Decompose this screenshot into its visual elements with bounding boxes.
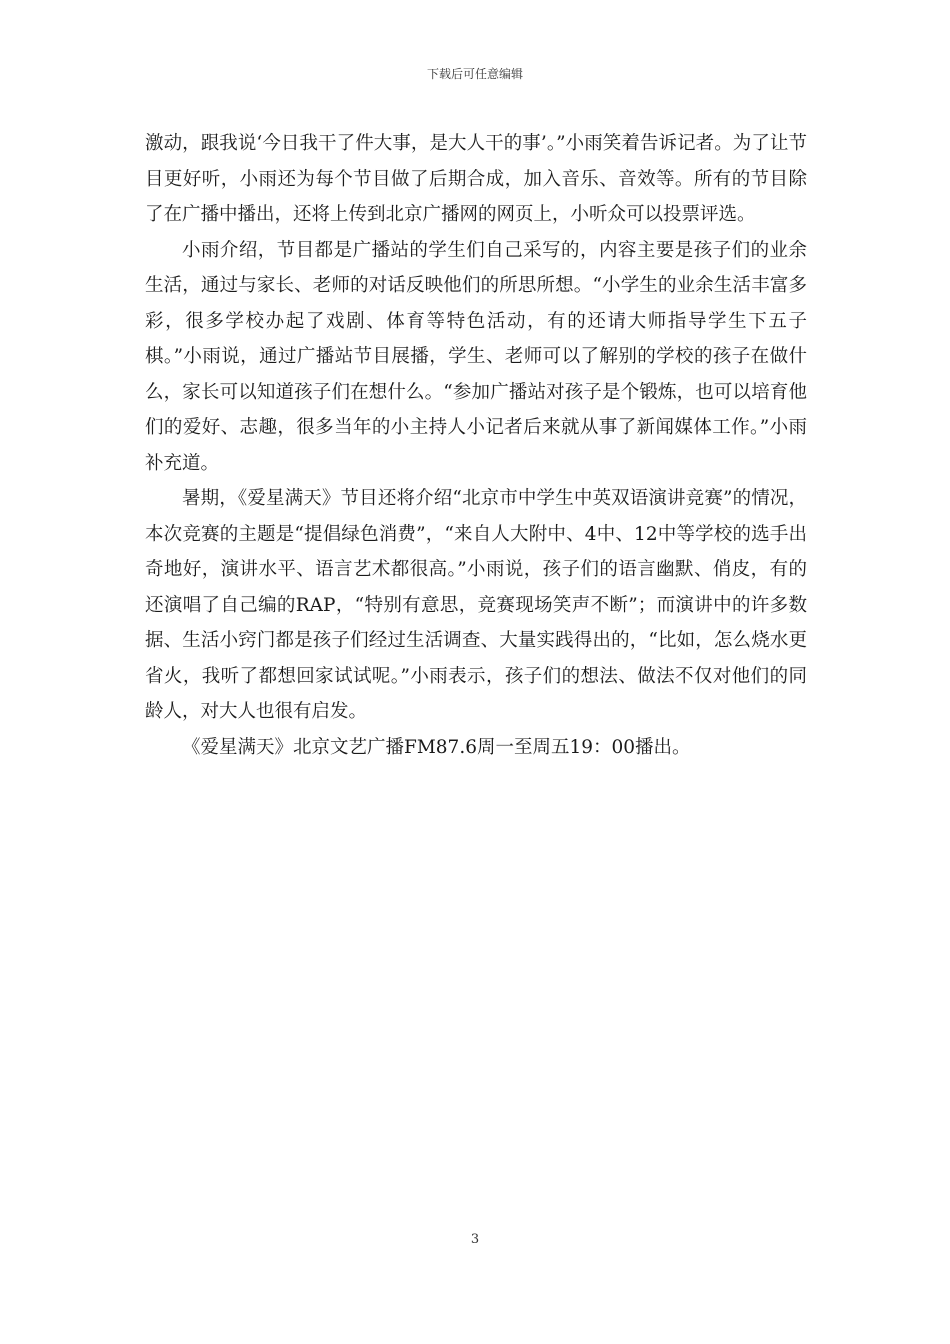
paragraph-broadcast-schedule: 《爱星满天》北京文艺广播FM87.6周一至周五19：00播出。 (182, 736, 691, 758)
paragraph-introduction: 小雨介绍，节目都是广播站的学生们自己采写的，内容主要是孩子们的业余生活，通过与家长、老师的对话反映他们的所思所想。“小学生的业余生活丰富多彩，很多学校办起了戏剧、体育等特色活动，有的还请大师指导学生下五子棋。”小雨说，通过广播站节目展播，学生、老师可以了解别的学校的孩子在做什么，家长可以知道孩子们在想什么。“参加广播站对孩子是个锻炼，也可以培育他们的爱好、志趣，很多当年的小主持人小记者后来就从事了新闻媒体工作。”小雨补充道。 (145, 239, 807, 474)
page-number: 3 (470, 1232, 480, 1247)
page-header: 下载后可任意编辑 (426, 67, 523, 81)
article-body (145, 126, 807, 765)
paragraph-continuation: 激动，跟我说‘今日我干了件大事，是大人干的事’。”小雨笑着告诉记者。为了让节目更好听，小雨还为每个节目做了后期合成，加入音乐、音效等。所有的节目除了在广播中播出，还将上传到北京广播网的网页上，小听众可以投票评选。 (145, 133, 807, 225)
paragraph-summer-program: 暑期，《爱星满天》节目还将介绍“北京市中学生中英双语演讲竞赛”的情况，本次竞赛的主题是“提倡绿色消费”，“来自人大附中、4中、12中等学校的选手出奇地好，演讲水平、语言艺术都很高。”小雨说，孩子们的语言幽默、俏皮，有的还演唱了自己编的RAP，“特别有意思，竞赛现场笑声不断”；而演讲中的许多数据、生活小窍门都是孩子们经过生活调查、大量实践得出的，“比如，怎么烧水更省火，我听了都想回家试试呢。”小雨表示，孩子们的想法、做法不仅对他们的同龄人，对大人也很有启发。 (145, 488, 807, 722)
